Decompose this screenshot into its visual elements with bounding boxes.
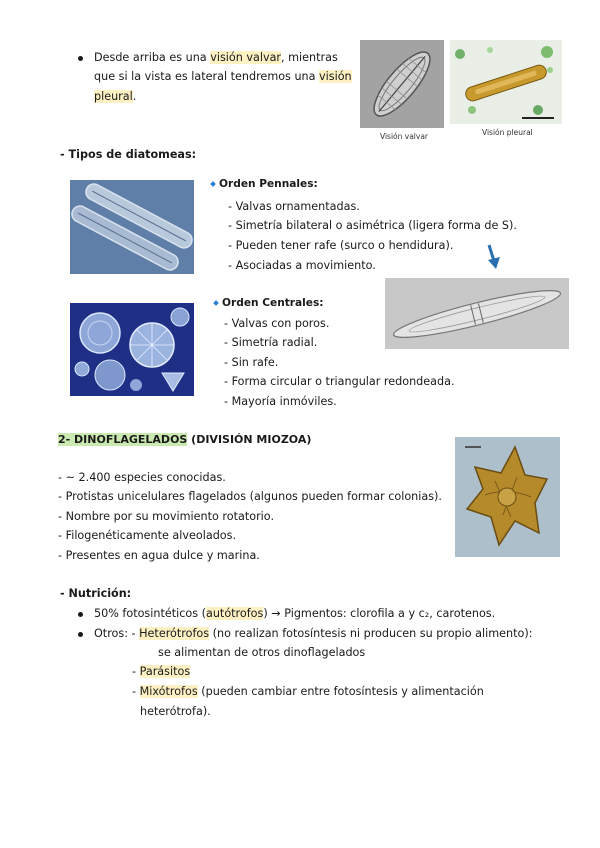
nutricion-line-2: Otros: - Heterótrofos (no realizan fotosíntesis ni producen su propio alimento): [94,627,533,640]
pennales-item: - Pueden tener rafe (surco o hendidura). [228,239,454,252]
centrales-item: - Simetría radial. [224,336,318,349]
pennales-item: - Simetría bilateral o asimétrica (ligera forma de S). [228,219,517,232]
dino-heading: 2- DINOFLAGELADOS (DIVISIÓN MIOZOA) [58,433,312,446]
dino-item: - Presentes en agua dulce y marina. [58,549,260,562]
diamond-bullet-centrales [213,300,219,306]
bullet-dot [78,56,83,61]
centrales-item: - Mayoría inmóviles. [224,395,337,408]
intro-line-1: Desde arriba es una visión valvar, mientras [94,51,338,64]
bullet-dot [78,632,83,637]
photo-pennales [70,180,194,274]
nutricion-line-5: - Mixótrofos (pueden cambiar entre fotosíntesis y alimentación [132,685,484,698]
intro-line-3: pleural. [94,90,137,103]
photo-pleural-view [450,40,562,124]
nutricion-line-1: 50% fotosintéticos (autótrofos) → Pigmentos: clorofila a y c₂, carotenos. [94,607,496,620]
nutricion-line-6: heterótrofa). [140,705,211,718]
dino-item: - Nombre por su movimiento rotatorio. [58,510,274,523]
nutricion-heading: - Nutrición: [60,587,132,600]
intro-line-2: que si la vista es lateral tendremos una visión [94,70,352,83]
centrales-title: Orden Centrales: [222,297,324,309]
pennales-item: - Valvas ornamentadas. [228,200,360,213]
nutricion-line-4: - Parásitos [132,665,191,678]
pennales-item: - Asociadas a movimiento. [228,259,376,272]
photo-centrales [70,303,194,396]
centrales-item: - Sin rafe. [224,356,279,369]
diamond-bullet-pennales [210,181,216,187]
arrow-down-icon [484,244,502,270]
dino-item: - ~ 2.400 especies conocidas. [58,471,226,484]
photo-valvar-view [360,40,444,128]
caption-valvar: Visión valvar [380,132,429,141]
bullet-dot [78,612,83,617]
caption-pleural: Visión pleural [482,128,533,137]
centrales-item: - Valvas con poros. [224,317,330,330]
dino-item: - Protistas unicelulares flagelados (algunos pueden formar colonias). [58,490,442,503]
centrales-item: - Forma circular o triangular redondeada. [224,375,455,388]
photo-diatom-elongated [385,278,569,349]
photo-dinoflagellate [455,437,560,557]
dino-item: - Filogenéticamente alveolados. [58,529,237,542]
tipos-heading: - Tipos de diatomeas: [60,148,197,161]
pennales-title: Orden Pennales: [219,178,318,190]
nutricion-line-3: se alimentan de otros dinoflagelados [158,646,366,659]
